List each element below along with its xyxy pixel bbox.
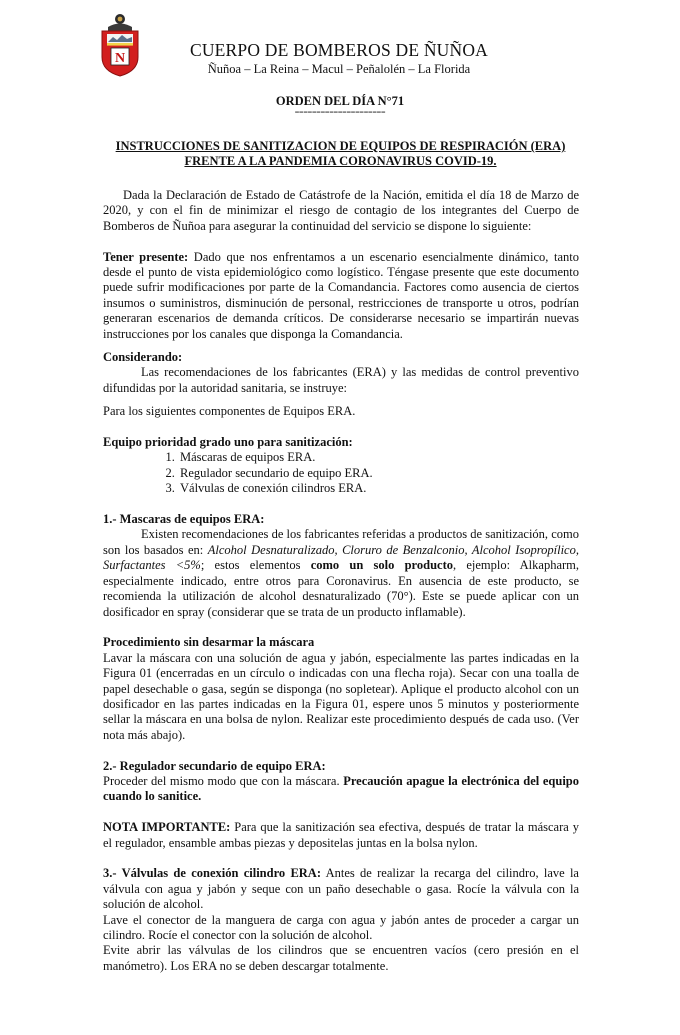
tener-presente-label: Tener presente: — [103, 249, 189, 264]
section1-title: 1.- Mascaras de equipos ERA: — [103, 512, 265, 527]
nota-text: Para que la sanitización sea efectiva, después de tratar la máscara y el regulador, ensamble ambas piezas y depositelas juntas en la bolsa nylon. — [103, 820, 579, 850]
section3-text: Antes de realizar la recarga del cilindro, lave la válvula con agua y jabón y seque con un paño desechable o gasa. Rocíe la válvula con la solución de alcohol. — [103, 866, 579, 912]
organization-title: CUERPO DE BOMBEROS DE ÑUÑOA — [189, 40, 489, 60]
instructions-title-line1: INSTRUCCIONES DE SANITIZACION DE EQUIPOS DE RESPIRACIÓN (ERA) — [115, 139, 566, 153]
section3-paragraph-3: Evite abrir las válvulas de los cilindros que se encuentren vacíos (cero presión en el manómetro). Los ERA no se deben descargar totalmente. — [103, 943, 579, 973]
section2-paragraph — [103, 774, 579, 805]
nota-paragraph — [103, 820, 579, 851]
organization-subtitle: Ñuñoa – La Reina – Macul – Peñalolén – La Florida — [207, 62, 471, 76]
section1-paragraph — [103, 527, 579, 619]
componentes-paragraph: Para los siguientes componentes de Equipos ERA. — [103, 404, 356, 419]
section2-title: 2.- Regulador secundario de equipo ERA: — [103, 758, 326, 773]
intro-paragraph: Dada la Declaración de Estado de Catástrofe de la Nación, emitida el día 18 de Marzo de 2020, y con el fin de minimizar el riesgo de contagio de los integrantes del Cuerpo de Bomberos de Ñuñoa para asegurar la continuidad del servicio se dispone lo siguiente: — [103, 188, 579, 233]
section2-text: Proceder del mismo modo que con la máscara. — [103, 773, 344, 788]
procedimiento-paragraph: Lavar la máscara con una solución de agua y jabón, especialmente las partes indicadas en la Figura 01 (encerradas en un círculo o indicadas con una flecha roja). Secar con una toalla de papel desechable o gasa, según se disponga (no sopletear). Aplique el producto alcohol con un dosificador en las partes indicadas en la Figura 01, espere unos 5 minutos y posteriormente sellar la máscara en una bolsa de nylon. Realizar este procedimiento después de cada uso. (Ver nota más abajo). — [103, 650, 579, 742]
order-title: ORDEN DEL DÍA N°71 — [275, 94, 405, 108]
list-item: 3. Válvulas de conexión cilindros ERA. — [178, 481, 579, 496]
section1-text-5: , ejemplo: Alkapharm, especialmente indicado, entre otros para Coronavirus. En ausencia de este producto, se recomienda la utilización de alcohol desnaturalizado (70°). Este se puede aplicar con un dosificador en spray (considerar que se trata de un producto inflamable). — [103, 558, 580, 619]
section3-paragraph — [103, 866, 579, 912]
instructions-title-line2: FRENTE A LA PANDEMIA CORONAVIRUS COVID-19. — [184, 154, 497, 168]
section1-text-3: ; estos elementos — [200, 558, 311, 573]
svg-text:N: N — [114, 51, 126, 66]
section1-products: Alcohol Desnaturalizado, Cloruro de Benzalconio, Alcohol Isopropílico, Surfactantes <5% — [103, 542, 579, 573]
tener-presente-text: Dado que nos enfrentamos a un escenario esencialmente dinámico, tanto desde el punto de vista epidemiológico como logístico. Téngase presente que este documento puede sufrir modificaciones por parte de la Comandancia. Factores como ausencia de ciertos insumos o suministros, disminución de personal, restricciones de transporte u otros, podrían generaran escenarios de demanda críticos. De considerarse necesario se impartirán nuevas instrucciones por los canales que disponga la Comandancia. — [103, 249, 580, 341]
nota-label: NOTA IMPORTANTE: — [103, 820, 231, 835]
procedimiento-title: Procedimiento sin desarmar la máscara — [103, 635, 315, 650]
section1-text-1: Existen recomendaciones de los fabricantes referidas a productos de sanitización, como son los basados en: — [103, 527, 579, 557]
considerando-label: Considerando: — [103, 350, 183, 365]
list-item: 1. Máscaras de equipos ERA. — [178, 450, 579, 465]
section3-paragraph-2: Lave el conector de la manguera de carga con agua y jabón antes de proceder a cargar un cilindro. Rocíe el conector con la solución de alcohol. — [103, 912, 579, 942]
fire-department-logo — [99, 11, 141, 77]
tener-presente-paragraph — [103, 250, 579, 342]
section1-single-product: como un solo producto — [310, 558, 453, 573]
section3-title: 3.- Válvulas de conexión cilindro ERA: — [103, 866, 321, 881]
section2-caution: Precaución apague la electrónica del equipo cuando lo sanitice. — [103, 773, 579, 804]
prioridad-list — [103, 450, 579, 496]
document-body — [103, 188, 579, 974]
order-title-rule: ===================== — [294, 108, 386, 117]
considerando-text: Las recomendaciones de los fabricantes (ERA) y las medidas de control preventivo difundidas por la autoridad sanitaria, se instruye: — [103, 365, 579, 395]
prioridad-title: Equipo prioridad grado uno para sanitización: — [103, 435, 353, 450]
list-item: 2. Regulador secundario de equipo ERA. — [178, 466, 579, 481]
instructions-title — [103, 139, 578, 169]
